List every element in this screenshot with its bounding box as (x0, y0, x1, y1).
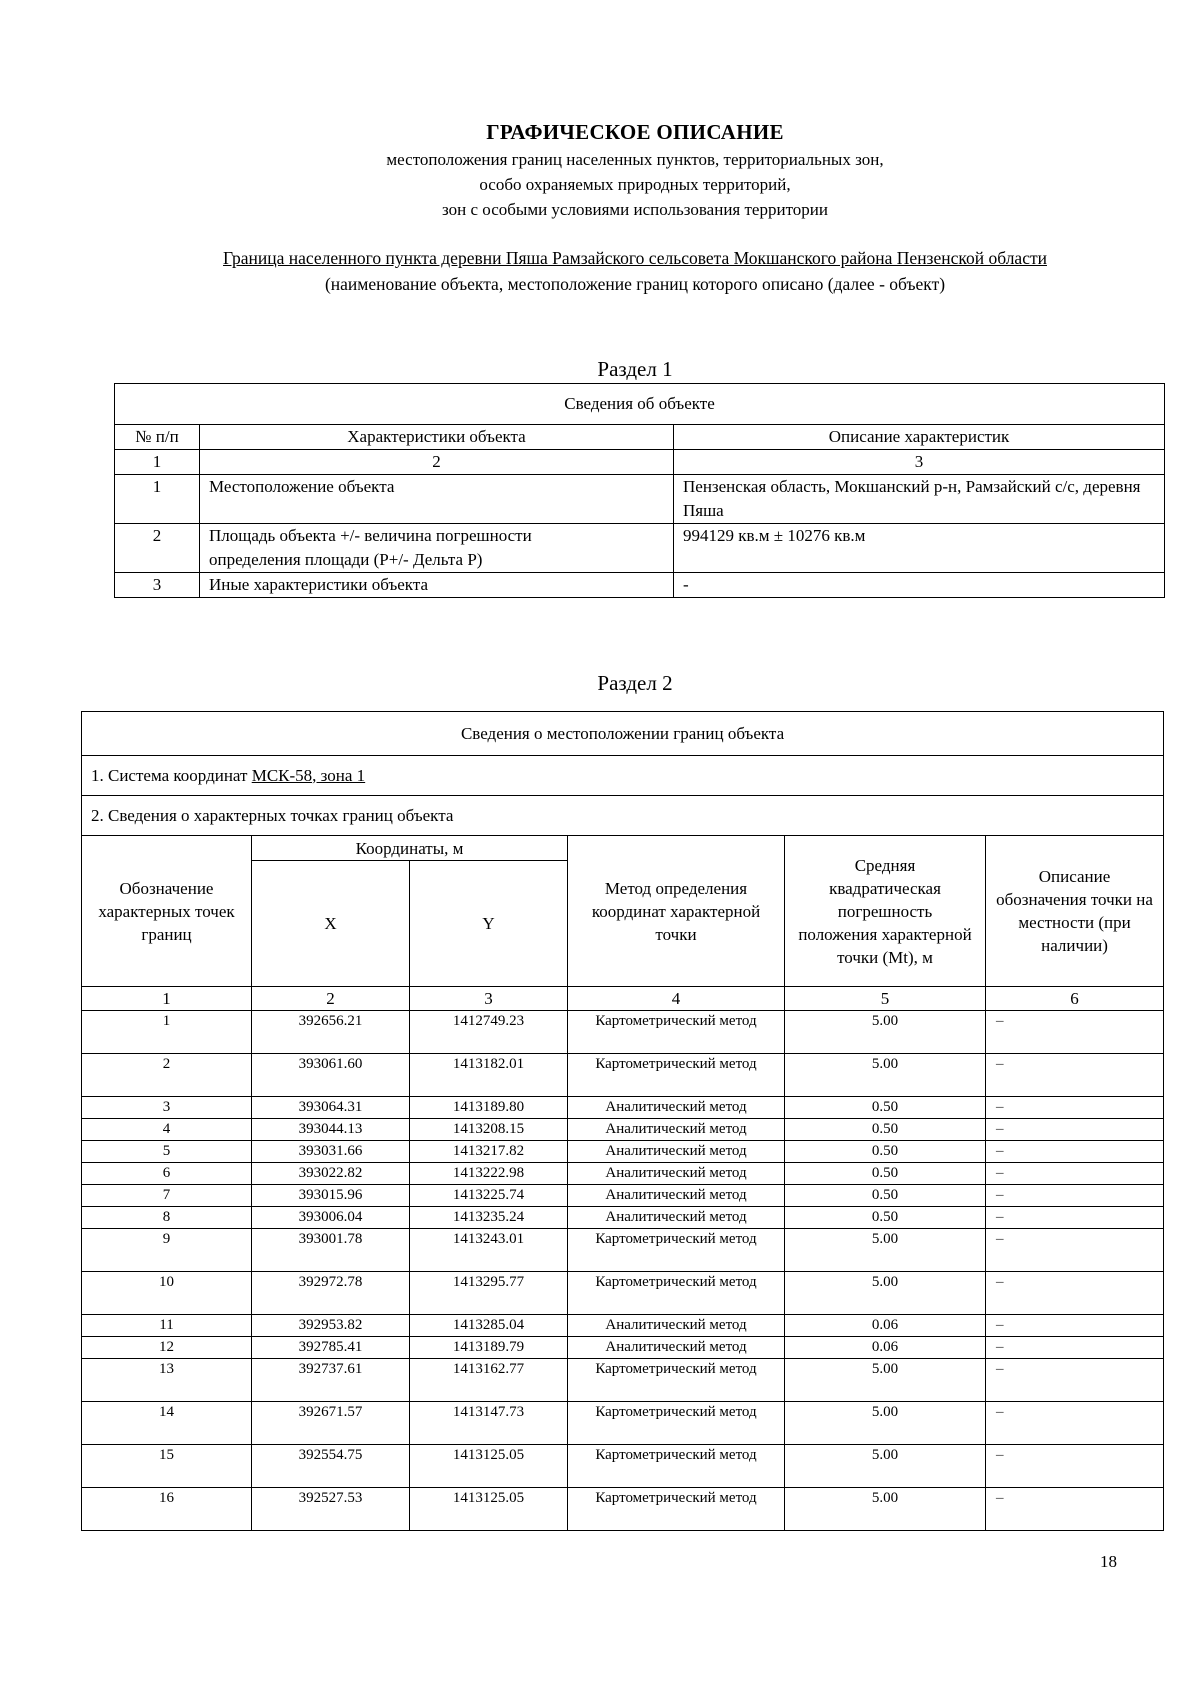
description-cell: – (986, 1097, 1164, 1119)
y-coordinate-cell: 1413217.82 (410, 1141, 568, 1163)
description-cell: – (986, 1054, 1164, 1097)
x-coordinate-cell: 393001.78 (252, 1229, 410, 1272)
row-number: 3 (115, 573, 200, 598)
x-coordinate-cell: 393044.13 (252, 1119, 410, 1141)
x-coordinate-cell: 392671.57 (252, 1402, 410, 1445)
table-row (82, 1445, 1164, 1488)
description-cell: – (986, 1488, 1164, 1531)
point-number-cell: 14 (82, 1402, 252, 1445)
description-cell: – (986, 1185, 1164, 1207)
object-name (0, 248, 1200, 269)
y-coordinate-cell: 1413189.79 (410, 1337, 568, 1359)
table-row (82, 1185, 1164, 1207)
document-title: ГРАФИЧЕСКОЕ ОПИСАНИЕ (486, 120, 784, 144)
description-cell: – (986, 1011, 1164, 1054)
column-header-point: Обозначение характерных точек границ (82, 836, 252, 987)
y-coordinate-cell: 1413147.73 (410, 1402, 568, 1445)
x-coordinate-cell: 393064.31 (252, 1097, 410, 1119)
table-row (82, 1163, 1164, 1185)
y-coordinate-cell: 1413295.77 (410, 1272, 568, 1315)
row-number: 1 (115, 475, 200, 524)
column-number: 3 (410, 987, 568, 1011)
method-cell: Аналитический метод (568, 1207, 785, 1229)
error-cell: 0.50 (785, 1119, 986, 1141)
point-number-cell: 3 (82, 1097, 252, 1119)
error-cell: 0.50 (785, 1097, 986, 1119)
table-row (115, 524, 1165, 573)
column-number: 4 (568, 987, 785, 1011)
error-cell: 5.00 (785, 1359, 986, 1402)
description-cell: – (986, 1315, 1164, 1337)
description-cell: – (986, 1207, 1164, 1229)
y-coordinate-cell: 1413243.01 (410, 1229, 568, 1272)
column-number: 5 (785, 987, 986, 1011)
table-row (82, 1315, 1164, 1337)
x-coordinate-cell: 392554.75 (252, 1445, 410, 1488)
y-coordinate-cell: 1413162.77 (410, 1359, 568, 1402)
point-number-cell: 15 (82, 1445, 252, 1488)
points-title: 2. Сведения о характерных точках границ объекта (82, 796, 1164, 836)
coordinate-system-label: 1. Система координат (91, 765, 252, 785)
column-number: 1 (82, 987, 252, 1011)
point-number-cell: 9 (82, 1229, 252, 1272)
x-coordinate-cell: 392656.21 (252, 1011, 410, 1054)
x-coordinate-cell: 392527.53 (252, 1488, 410, 1531)
description-cell: Пензенская область, Мокшанский р-н, Рамзайский с/с, деревня Пяша (674, 475, 1165, 524)
subtitle-line-1: местоположения границ населенных пунктов, территориальных зон, (386, 150, 884, 169)
method-cell: Картометрический метод (568, 1445, 785, 1488)
x-coordinate-cell: 393031.66 (252, 1141, 410, 1163)
boundary-points-table (81, 711, 1164, 1531)
table-row (82, 1337, 1164, 1359)
column-header: № п/п (115, 425, 200, 450)
error-cell: 5.00 (785, 1229, 986, 1272)
section-1-title: Раздел 1 (597, 357, 673, 381)
x-coordinate-cell: 392785.41 (252, 1337, 410, 1359)
description-cell: – (986, 1229, 1164, 1272)
characteristic-cell: Площадь объекта +/- величина погрешности определения площади (Р+/- Дельта Р) (200, 524, 674, 573)
column-number: 6 (986, 987, 1164, 1011)
column-number-row (115, 450, 1165, 475)
point-number-cell: 13 (82, 1359, 252, 1402)
error-cell: 0.50 (785, 1207, 986, 1229)
table-header-row (115, 425, 1165, 450)
error-cell: 5.00 (785, 1445, 986, 1488)
point-number-cell: 11 (82, 1315, 252, 1337)
table-header-row (82, 836, 1164, 861)
coordinate-system-row (82, 756, 1164, 796)
method-cell: Картометрический метод (568, 1011, 785, 1054)
table-title-row (115, 384, 1165, 425)
subtitle-line-2: особо охраняемых природных территорий, (479, 175, 791, 194)
method-cell: Картометрический метод (568, 1272, 785, 1315)
table-row (82, 1488, 1164, 1531)
error-cell: 0.50 (785, 1141, 986, 1163)
table-row (82, 1141, 1164, 1163)
points-title-row (82, 796, 1164, 836)
point-number-cell: 16 (82, 1488, 252, 1531)
column-header-error: Средняя квадратическая погрешность положения характерной точки (Mt), м (785, 836, 986, 987)
description-cell: – (986, 1359, 1164, 1402)
method-cell: Картометрический метод (568, 1488, 785, 1531)
column-header-x: X (252, 861, 410, 987)
column-number: 3 (674, 450, 1165, 475)
description-cell: – (986, 1272, 1164, 1315)
description-cell: – (986, 1402, 1164, 1445)
table-row (115, 573, 1165, 598)
y-coordinate-cell: 1413189.80 (410, 1097, 568, 1119)
column-number-row (82, 987, 1164, 1011)
table-row (115, 475, 1165, 524)
point-number-cell: 6 (82, 1163, 252, 1185)
column-header-method: Метод определения координат характерной точки (568, 836, 785, 987)
y-coordinate-cell: 1413182.01 (410, 1054, 568, 1097)
error-cell: 5.00 (785, 1054, 986, 1097)
column-header-coordinates: Координаты, м (252, 836, 568, 861)
point-number-cell: 12 (82, 1337, 252, 1359)
object-name-text: Граница населенного пункта деревни Пяша Рамзайского сельсовета Мокшанского района Пензенской области (223, 248, 1047, 268)
column-number: 2 (200, 450, 674, 475)
x-coordinate-cell: 392953.82 (252, 1315, 410, 1337)
error-cell: 5.00 (785, 1488, 986, 1531)
point-number-cell: 5 (82, 1141, 252, 1163)
method-cell: Картометрический метод (568, 1402, 785, 1445)
point-number-cell: 10 (82, 1272, 252, 1315)
x-coordinate-cell: 393006.04 (252, 1207, 410, 1229)
x-coordinate-cell: 392972.78 (252, 1272, 410, 1315)
table-row (82, 1011, 1164, 1054)
error-cell: 5.00 (785, 1011, 986, 1054)
error-cell: 0.06 (785, 1315, 986, 1337)
error-cell: 0.50 (785, 1163, 986, 1185)
x-coordinate-cell: 392737.61 (252, 1359, 410, 1402)
description-cell: – (986, 1445, 1164, 1488)
x-coordinate-cell: 393022.82 (252, 1163, 410, 1185)
y-coordinate-cell: 1413125.05 (410, 1488, 568, 1531)
table-row (82, 1097, 1164, 1119)
x-coordinate-cell: 393061.60 (252, 1054, 410, 1097)
table-row (82, 1402, 1164, 1445)
column-header-description: Описание обозначения точки на местности (при наличии) (986, 836, 1164, 987)
table-title: Сведения об объекте (115, 384, 1165, 425)
y-coordinate-cell: 1413222.98 (410, 1163, 568, 1185)
table-title: Сведения о местоположении границ объекта (82, 712, 1164, 756)
description-cell: – (986, 1337, 1164, 1359)
y-coordinate-cell: 1413125.05 (410, 1445, 568, 1488)
method-cell: Картометрический метод (568, 1229, 785, 1272)
object-info-table (114, 383, 1165, 598)
point-number-cell: 4 (82, 1119, 252, 1141)
method-cell: Картометрический метод (568, 1359, 785, 1402)
method-cell: Аналитический метод (568, 1119, 785, 1141)
column-header-y: Y (410, 861, 568, 987)
error-cell: 5.00 (785, 1272, 986, 1315)
column-number: 1 (115, 450, 200, 475)
row-number: 2 (115, 524, 200, 573)
method-cell: Аналитический метод (568, 1141, 785, 1163)
table-row (82, 1207, 1164, 1229)
description-cell: – (986, 1119, 1164, 1141)
point-number-cell: 2 (82, 1054, 252, 1097)
point-number-cell: 8 (82, 1207, 252, 1229)
description-cell: 994129 кв.м ± 10276 кв.м (674, 524, 1165, 573)
error-cell: 5.00 (785, 1402, 986, 1445)
page-number: 18 (1100, 1552, 1117, 1571)
column-number: 2 (252, 987, 410, 1011)
method-cell: Аналитический метод (568, 1315, 785, 1337)
y-coordinate-cell: 1413285.04 (410, 1315, 568, 1337)
method-cell: Картометрический метод (568, 1054, 785, 1097)
x-coordinate-cell: 393015.96 (252, 1185, 410, 1207)
characteristic-cell: Иные характеристики объекта (200, 573, 674, 598)
coordinate-system-value: МСК-58, зона 1 (251, 765, 366, 785)
section-2-title: Раздел 2 (597, 671, 673, 695)
y-coordinate-cell: 1412749.23 (410, 1011, 568, 1054)
object-name-caption: (наименование объекта, местоположение границ которого описано (далее - объект) (324, 274, 946, 294)
method-cell: Аналитический метод (568, 1185, 785, 1207)
column-header: Характеристики объекта (200, 425, 674, 450)
table-row (82, 1119, 1164, 1141)
coordinate-system (82, 756, 1164, 796)
description-cell: – (986, 1141, 1164, 1163)
y-coordinate-cell: 1413225.74 (410, 1185, 568, 1207)
point-number-cell: 7 (82, 1185, 252, 1207)
method-cell: Аналитический метод (568, 1163, 785, 1185)
table-row (82, 1359, 1164, 1402)
description-cell: - (674, 573, 1165, 598)
table-row (82, 1272, 1164, 1315)
characteristic-cell: Местоположение объекта (200, 475, 674, 524)
method-cell: Аналитический метод (568, 1337, 785, 1359)
y-coordinate-cell: 1413208.15 (410, 1119, 568, 1141)
points-body (82, 1011, 1164, 1531)
method-cell: Аналитический метод (568, 1097, 785, 1119)
point-number-cell: 1 (82, 1011, 252, 1054)
error-cell: 0.06 (785, 1337, 986, 1359)
table-title-row (82, 712, 1164, 756)
table-row (82, 1229, 1164, 1272)
column-header: Описание характеристик (674, 425, 1165, 450)
error-cell: 0.50 (785, 1185, 986, 1207)
description-cell: – (986, 1163, 1164, 1185)
subtitle-line-3: зон с особыми условиями использования территории (442, 200, 828, 219)
y-coordinate-cell: 1413235.24 (410, 1207, 568, 1229)
table-row (82, 1054, 1164, 1097)
